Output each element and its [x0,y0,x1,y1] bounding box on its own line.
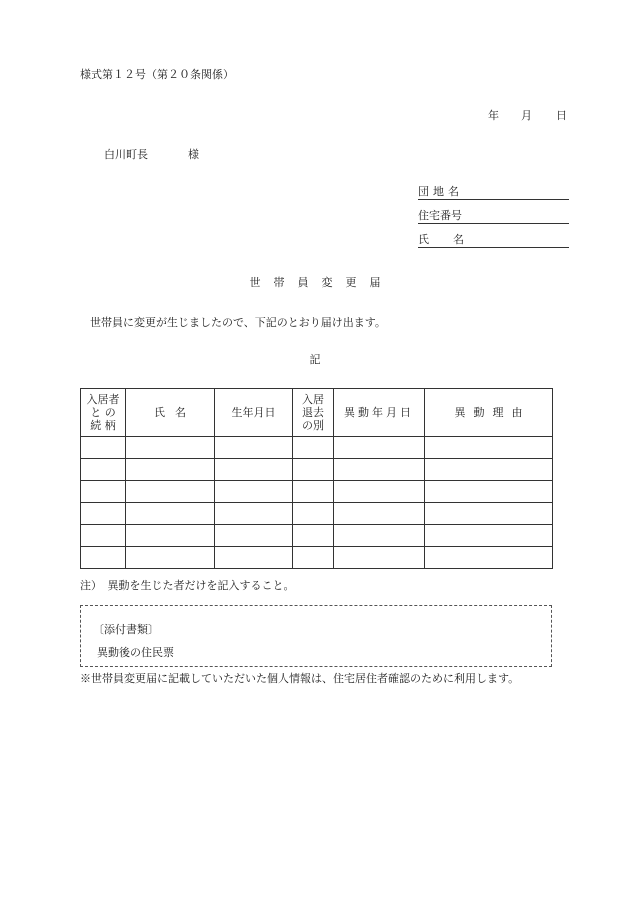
jutaku-number-field[interactable] [418,209,569,224]
body-text: 世帯員に変更が生じましたので、下記のとおり届け出ます。 [90,316,386,329]
table-cell[interactable] [81,503,126,525]
header-change-date: 異動年月日 [334,389,425,437]
table-cell[interactable] [334,525,425,547]
page-title: 世帯員変更届 [249,276,394,289]
table-cell[interactable] [425,525,553,547]
table-cell[interactable] [334,503,425,525]
header-relation-line: と の [90,406,116,419]
table-cell[interactable] [293,437,334,459]
table-cell[interactable] [425,459,553,481]
table-cell[interactable] [334,481,425,503]
addressee [104,146,199,162]
date-month: 月 [521,109,532,122]
danchi-field[interactable] [418,185,569,200]
table-row [81,459,553,481]
header-move-line: の別 [302,419,324,432]
shimei-label: 氏名 [418,233,488,246]
header-relation-line: 入居者 [86,393,120,406]
danchi-label: 団地名 [418,185,463,198]
table-cell[interactable] [215,503,293,525]
table-row [81,481,553,503]
date-day: 日 [556,109,567,122]
applicant-name-field[interactable] [418,233,569,248]
table-cell[interactable] [81,525,126,547]
table-cell[interactable] [293,459,334,481]
table-cell[interactable] [81,547,126,569]
header-relation-line: 続 柄 [90,419,116,432]
table-cell[interactable] [81,459,126,481]
table-cell[interactable] [215,459,293,481]
header-relation [81,389,126,437]
table-cell[interactable] [425,547,553,569]
table-cell[interactable] [334,459,425,481]
header-name: 氏名 [126,389,215,437]
table-header-row [81,389,553,437]
table-cell[interactable] [293,503,334,525]
table-cell[interactable] [334,547,425,569]
jutaku-label: 住宅番号 [418,209,462,222]
table-cell[interactable] [126,459,215,481]
table-cell[interactable] [293,481,334,503]
header-move [293,389,334,437]
table-cell[interactable] [293,525,334,547]
table-cell[interactable] [126,547,215,569]
table-cell[interactable] [126,525,215,547]
form-number: 様式第１２号（第２０条関係） [80,68,234,81]
header-move-line: 退去 [302,406,324,419]
privacy-notice: ※世帯員変更届に記載していただいた個人情報は、住宅居住者確認のために利用します。 [80,672,520,685]
header-change-reason: 異動理由 [425,389,553,437]
table-cell[interactable] [215,437,293,459]
addressee-name: 白川町長 [104,148,148,161]
attachments-heading: 〔添付書類〕 [93,623,159,636]
table-cell[interactable] [425,503,553,525]
table-cell[interactable] [126,503,215,525]
attachments-item: 異動後の住民票 [97,646,174,659]
table-cell[interactable] [126,437,215,459]
table-cell[interactable] [215,481,293,503]
attachments-box [80,605,552,667]
change-table [80,388,553,569]
table-cell[interactable] [425,481,553,503]
table-cell[interactable] [293,547,334,569]
ki-heading: 記 [309,353,321,366]
note: 注） 異動を生じた者だけを記入すること。 [80,579,295,592]
header-birthdate: 生年月日 [215,389,293,437]
date-line [488,107,567,123]
table-cell[interactable] [334,437,425,459]
date-year: 年 [488,109,499,122]
table-cell[interactable] [81,481,126,503]
table-cell[interactable] [81,437,126,459]
table-row [81,503,553,525]
table-cell[interactable] [215,525,293,547]
table-cell[interactable] [215,547,293,569]
addressee-honorific: 様 [188,148,199,161]
table-row [81,437,553,459]
header-move-line: 入居 [302,393,324,406]
table-row [81,525,553,547]
table-cell[interactable] [126,481,215,503]
table-row [81,547,553,569]
table-cell[interactable] [425,437,553,459]
